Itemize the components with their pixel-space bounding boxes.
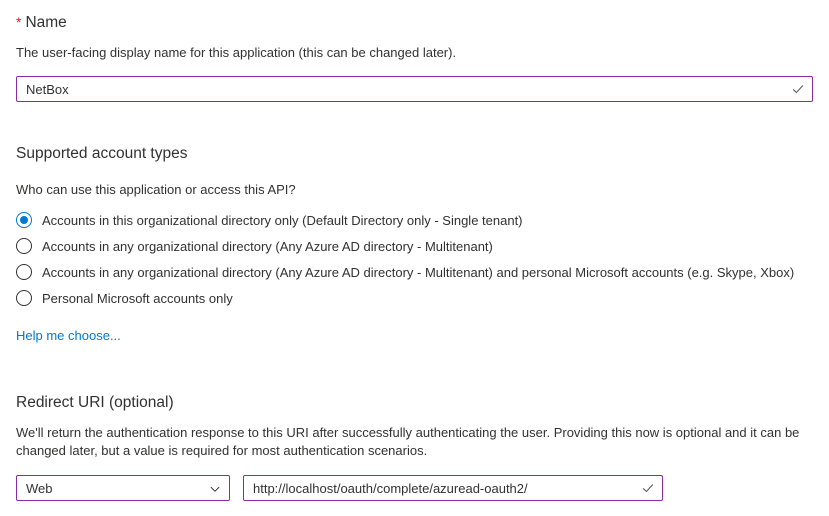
chevron-down-icon bbox=[209, 483, 221, 498]
name-section-title bbox=[16, 12, 813, 33]
redirect-uri-input-wrap bbox=[243, 475, 663, 501]
radio-option-multitenant-personal[interactable] bbox=[16, 259, 813, 285]
radio-option-personal-only[interactable] bbox=[16, 285, 813, 311]
radio-unselected-icon bbox=[16, 264, 32, 280]
required-asterisk: * bbox=[16, 14, 22, 30]
radio-option-label: Accounts in any organizational directory (Any Azure AD directory - Multitenant) bbox=[42, 238, 493, 254]
help-me-choose-link[interactable]: Help me choose... bbox=[16, 328, 121, 343]
radio-option-label: Accounts in any organizational directory (Any Azure AD directory - Multitenant) and personal Microsoft accounts (e.g. Skype, Xbox) bbox=[42, 264, 795, 280]
radio-option-label: Accounts in this organizational directory only (Default Directory only - Single tenant) bbox=[42, 212, 523, 228]
account-types-radio-group bbox=[16, 207, 813, 311]
radio-option-label: Personal Microsoft accounts only bbox=[42, 290, 233, 306]
radio-option-multitenant[interactable] bbox=[16, 233, 813, 259]
name-title-text: Name bbox=[25, 14, 67, 31]
name-input-wrap bbox=[16, 76, 813, 102]
redirect-uri-input[interactable] bbox=[243, 475, 663, 501]
app-registration-form bbox=[0, 12, 829, 501]
radio-unselected-icon bbox=[16, 238, 32, 254]
radio-selected-icon bbox=[16, 212, 32, 228]
name-description: The user-facing display name for this application (this can be changed later). bbox=[16, 45, 457, 60]
redirect-uri-description: We'll return the authentication response to this URI after successfully authenticating the user. Providing this now is optional and it can be changed later, but a value is required for most authentication scenarios. bbox=[16, 425, 800, 458]
redirect-uri-title: Redirect URI (optional) bbox=[16, 394, 174, 411]
radio-unselected-icon bbox=[16, 290, 32, 306]
name-input[interactable] bbox=[16, 76, 813, 102]
platform-select-value: Web bbox=[26, 480, 53, 496]
account-types-title: Supported account types bbox=[16, 145, 188, 162]
redirect-uri-row bbox=[16, 475, 813, 501]
account-types-question: Who can use this application or access this API? bbox=[16, 182, 296, 197]
platform-select[interactable] bbox=[16, 475, 230, 501]
radio-option-single-tenant[interactable] bbox=[16, 207, 813, 233]
